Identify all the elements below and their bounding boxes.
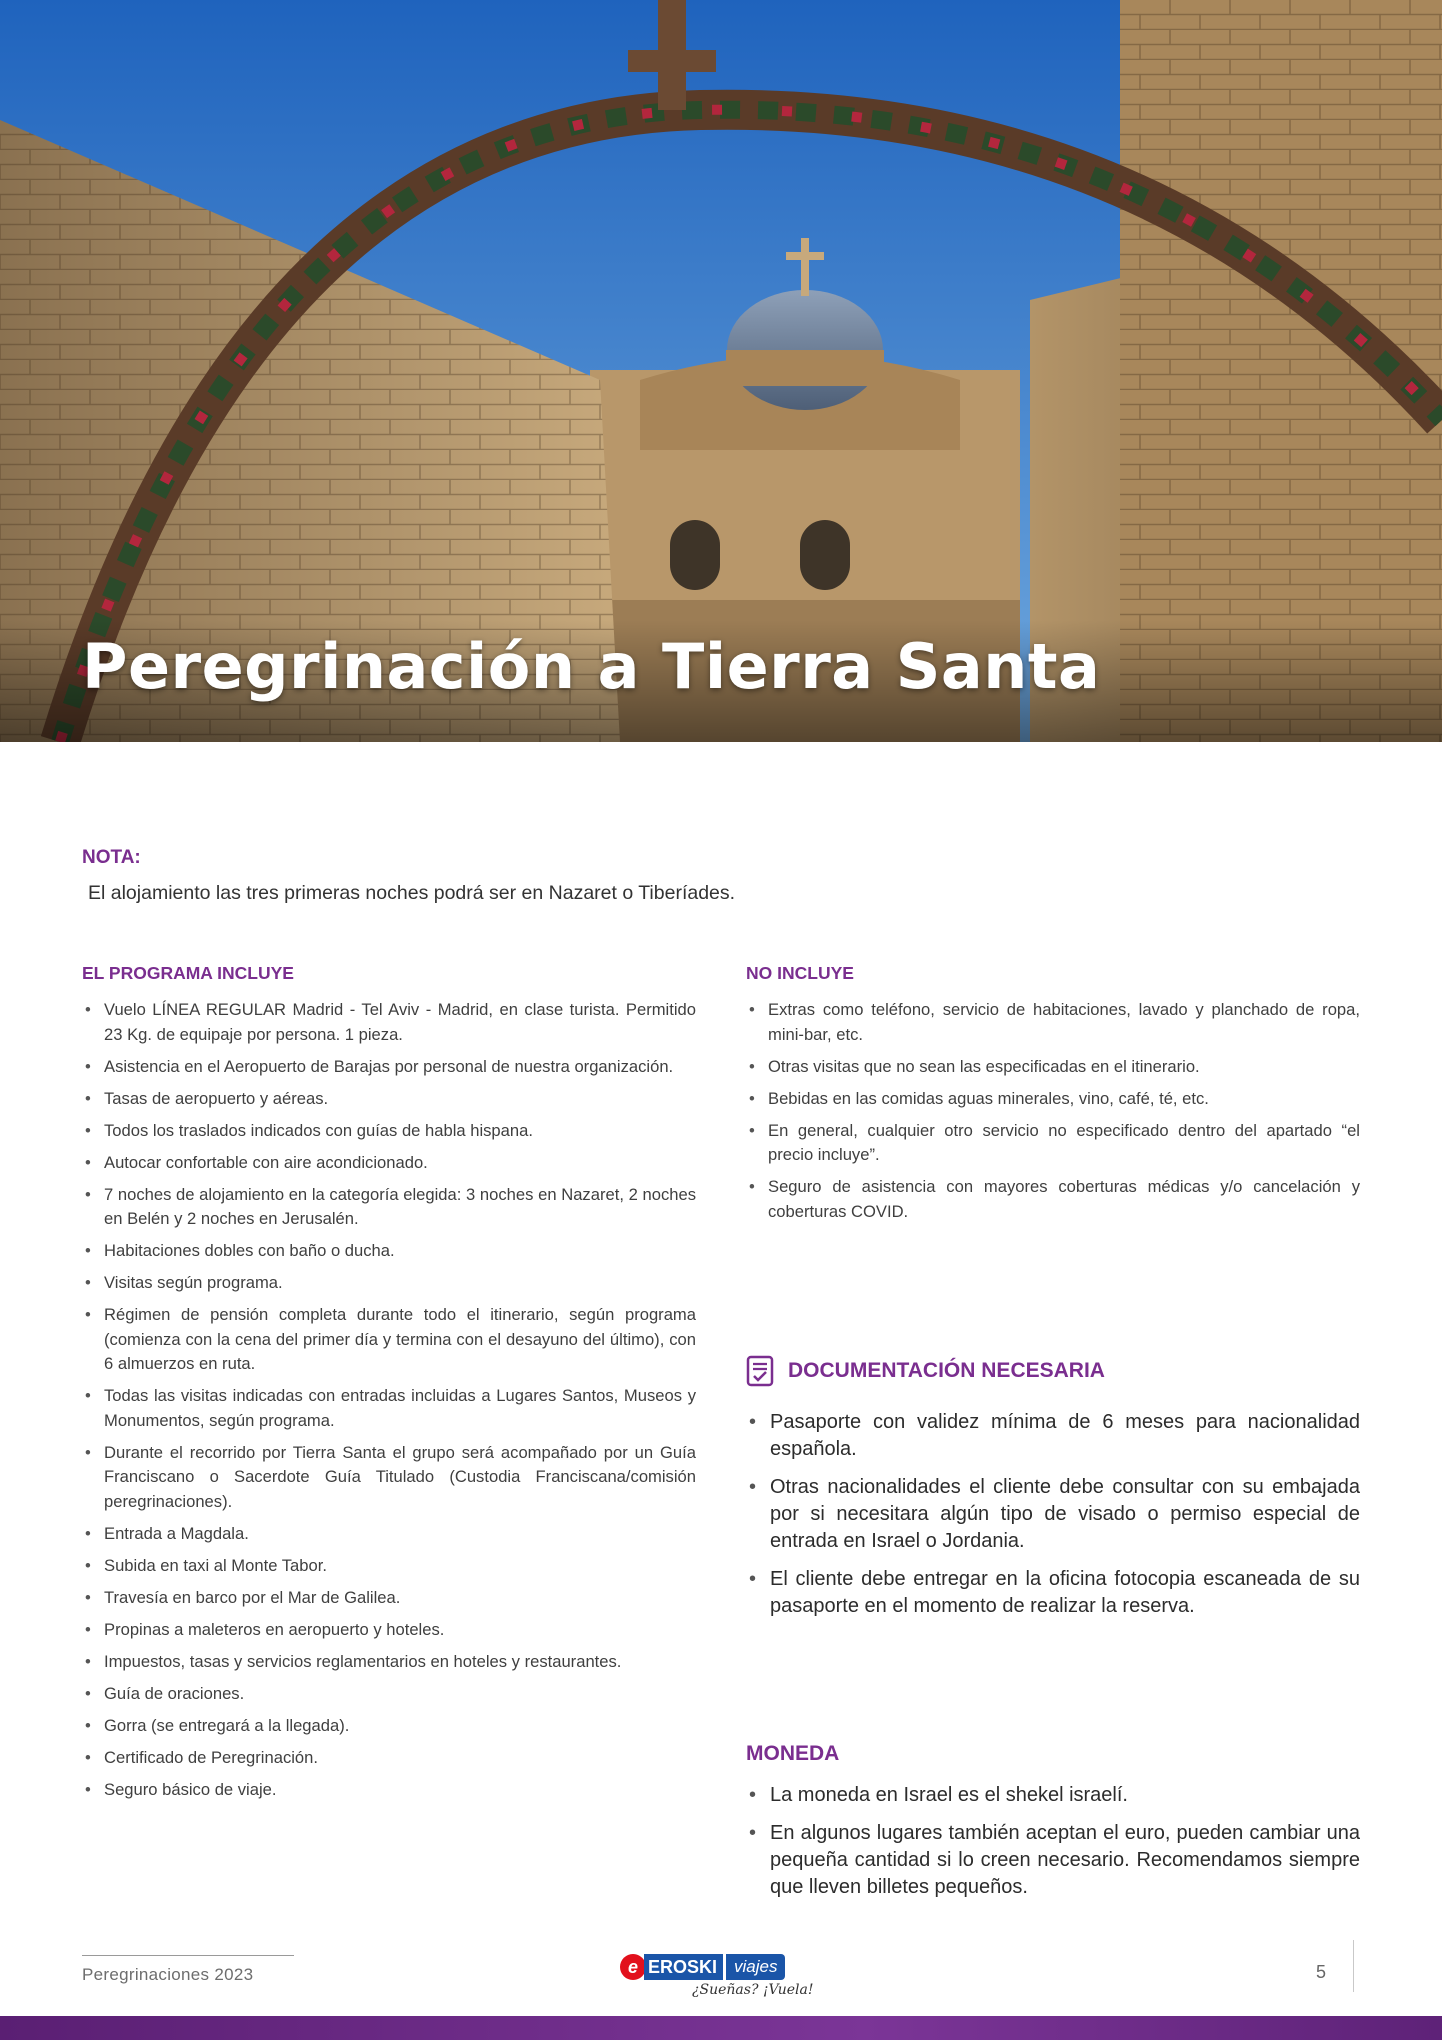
moneda-list bbox=[746, 1782, 1360, 1901]
no-incluye-section bbox=[746, 963, 1360, 1232]
list-item: • Tasas de aeropuerto y aéreas. bbox=[82, 1087, 696, 1112]
list-item: • Durante el recorrido por Tierra Santa el grupo será acompañado por un Guía Franciscano o Sacerdote Guía Titulado (Custodia Franciscana/comisión peregrinaciones). bbox=[82, 1441, 696, 1515]
bottom-color-bar bbox=[0, 2016, 1442, 2040]
no-incluye-list bbox=[746, 998, 1360, 1224]
list-item: • Visitas según programa. bbox=[82, 1271, 696, 1296]
no-incluye-heading: NO INCLUYE bbox=[746, 963, 854, 983]
programa-heading: EL PROGRAMA INCLUYE bbox=[82, 963, 294, 983]
list-item: • Certificado de Peregrinación. bbox=[82, 1746, 696, 1771]
moneda-section bbox=[746, 1742, 1360, 1912]
list-item: • Entrada a Magdala. bbox=[82, 1522, 696, 1547]
list-item: • Bebidas en las comidas aguas minerales, vino, café, té, etc. bbox=[746, 1087, 1360, 1112]
list-item: • Propinas a maleteros en aeropuerto y hoteles. bbox=[82, 1618, 696, 1643]
list-item: • Subida en taxi al Monte Tabor. bbox=[82, 1554, 696, 1579]
document-check-icon bbox=[746, 1355, 776, 1387]
list-item: • Todas las visitas indicadas con entradas incluidas a Lugares Santos, Museos y Monumentos, según programa. bbox=[82, 1384, 696, 1433]
programa-incluye-section bbox=[82, 963, 696, 1810]
nota-heading: NOTA: bbox=[82, 847, 141, 868]
list-item: • En general, cualquier otro servicio no especificado dentro del apartado “el precio incluye”. bbox=[746, 1119, 1360, 1168]
list-item: • Gorra (se entregará a la llegada). bbox=[82, 1714, 696, 1739]
list-item: • Impuestos, tasas y servicios reglamentarios en hoteles y restaurantes. bbox=[82, 1650, 696, 1675]
list-item: • Vuelo LÍNEA REGULAR Madrid - Tel Aviv - Madrid, en clase turista. Permitido 23 Kg. de equipaje por persona. 1 pieza. bbox=[82, 998, 696, 1047]
list-item: • Seguro básico de viaje. bbox=[82, 1778, 696, 1803]
list-item: • Seguro de asistencia con mayores coberturas médicas y/o cancelación y coberturas COVID. bbox=[746, 1175, 1360, 1224]
list-item: • Extras como teléfono, servicio de habitaciones, lavado y planchado de ropa, mini-bar, etc. bbox=[746, 998, 1360, 1047]
list-item: • La moneda en Israel es el shekel israelí. bbox=[746, 1782, 1360, 1809]
logo-name: EROSKI bbox=[644, 1954, 723, 1980]
list-item: • 7 noches de alojamiento en la categoría elegida: 3 noches en Nazaret, 2 noches en Belén y 2 noches en Jerusalén. bbox=[82, 1183, 696, 1232]
list-item: • Otras visitas que no sean las especificadas en el itinerario. bbox=[746, 1055, 1360, 1080]
hero-image bbox=[0, 0, 1442, 742]
eroski-viajes-logo bbox=[620, 1952, 826, 2008]
list-item: • En algunos lugares también aceptan el euro, pueden cambiar una pequeña cantidad si lo creen necesario. Recomendamos siempre que lleven billetes pequeños. bbox=[746, 1820, 1360, 1901]
documentacion-section bbox=[746, 1355, 1360, 1631]
page-number-divider bbox=[1353, 1940, 1354, 1992]
programa-list bbox=[82, 998, 696, 1802]
documentacion-heading: DOCUMENTACIÓN NECESARIA bbox=[788, 1359, 1105, 1382]
nota-text: El alojamiento las tres primeras noches podrá ser en Nazaret o Tiberíades. bbox=[88, 882, 736, 904]
logo-box bbox=[620, 1952, 826, 1982]
documentacion-list bbox=[746, 1409, 1360, 1620]
list-item: • El cliente debe entregar en la oficina fotocopia escaneada de su pasaporte en el momento de realizar la reserva. bbox=[746, 1566, 1360, 1620]
page-number: 5 bbox=[1316, 1962, 1327, 1982]
publication-name: Peregrinaciones 2023 bbox=[82, 1965, 254, 1984]
logo-tagline: ¿Sueñas? ¡Vuela! bbox=[692, 1982, 814, 1998]
list-item: • Guía de oraciones. bbox=[82, 1682, 696, 1707]
list-item: • Pasaporte con validez mínima de 6 meses para nacionalidad española. bbox=[746, 1409, 1360, 1463]
list-item: • Todos los traslados indicados con guías de habla hispana. bbox=[82, 1119, 696, 1144]
list-item: • Travesía en barco por el Mar de Galilea. bbox=[82, 1586, 696, 1611]
list-item: • Régimen de pensión completa durante todo el itinerario, según programa (comienza con la cena del primer día y termina con el desayuno del último), con 6 almuerzos en ruta. bbox=[82, 1303, 696, 1377]
list-item: • Asistencia en el Aeropuerto de Barajas por personal de nuestra organización. bbox=[82, 1055, 696, 1080]
list-item: • Habitaciones dobles con baño o ducha. bbox=[82, 1239, 696, 1264]
documentacion-header bbox=[746, 1355, 1360, 1387]
moneda-heading: MONEDA bbox=[746, 1742, 840, 1765]
page-title: Peregrinación a Tierra Santa bbox=[82, 630, 1101, 703]
logo-sub: viajes bbox=[726, 1954, 785, 1980]
list-item: • Otras nacionalidades el cliente debe consultar con su embajada por si necesitara algún tipo de visado o permiso especial de entrada en Israel o Jordania. bbox=[746, 1474, 1360, 1555]
list-item: • Autocar confortable con aire acondicionado. bbox=[82, 1151, 696, 1176]
footer-divider bbox=[82, 1955, 294, 1956]
logo-mark: e bbox=[620, 1954, 646, 1980]
